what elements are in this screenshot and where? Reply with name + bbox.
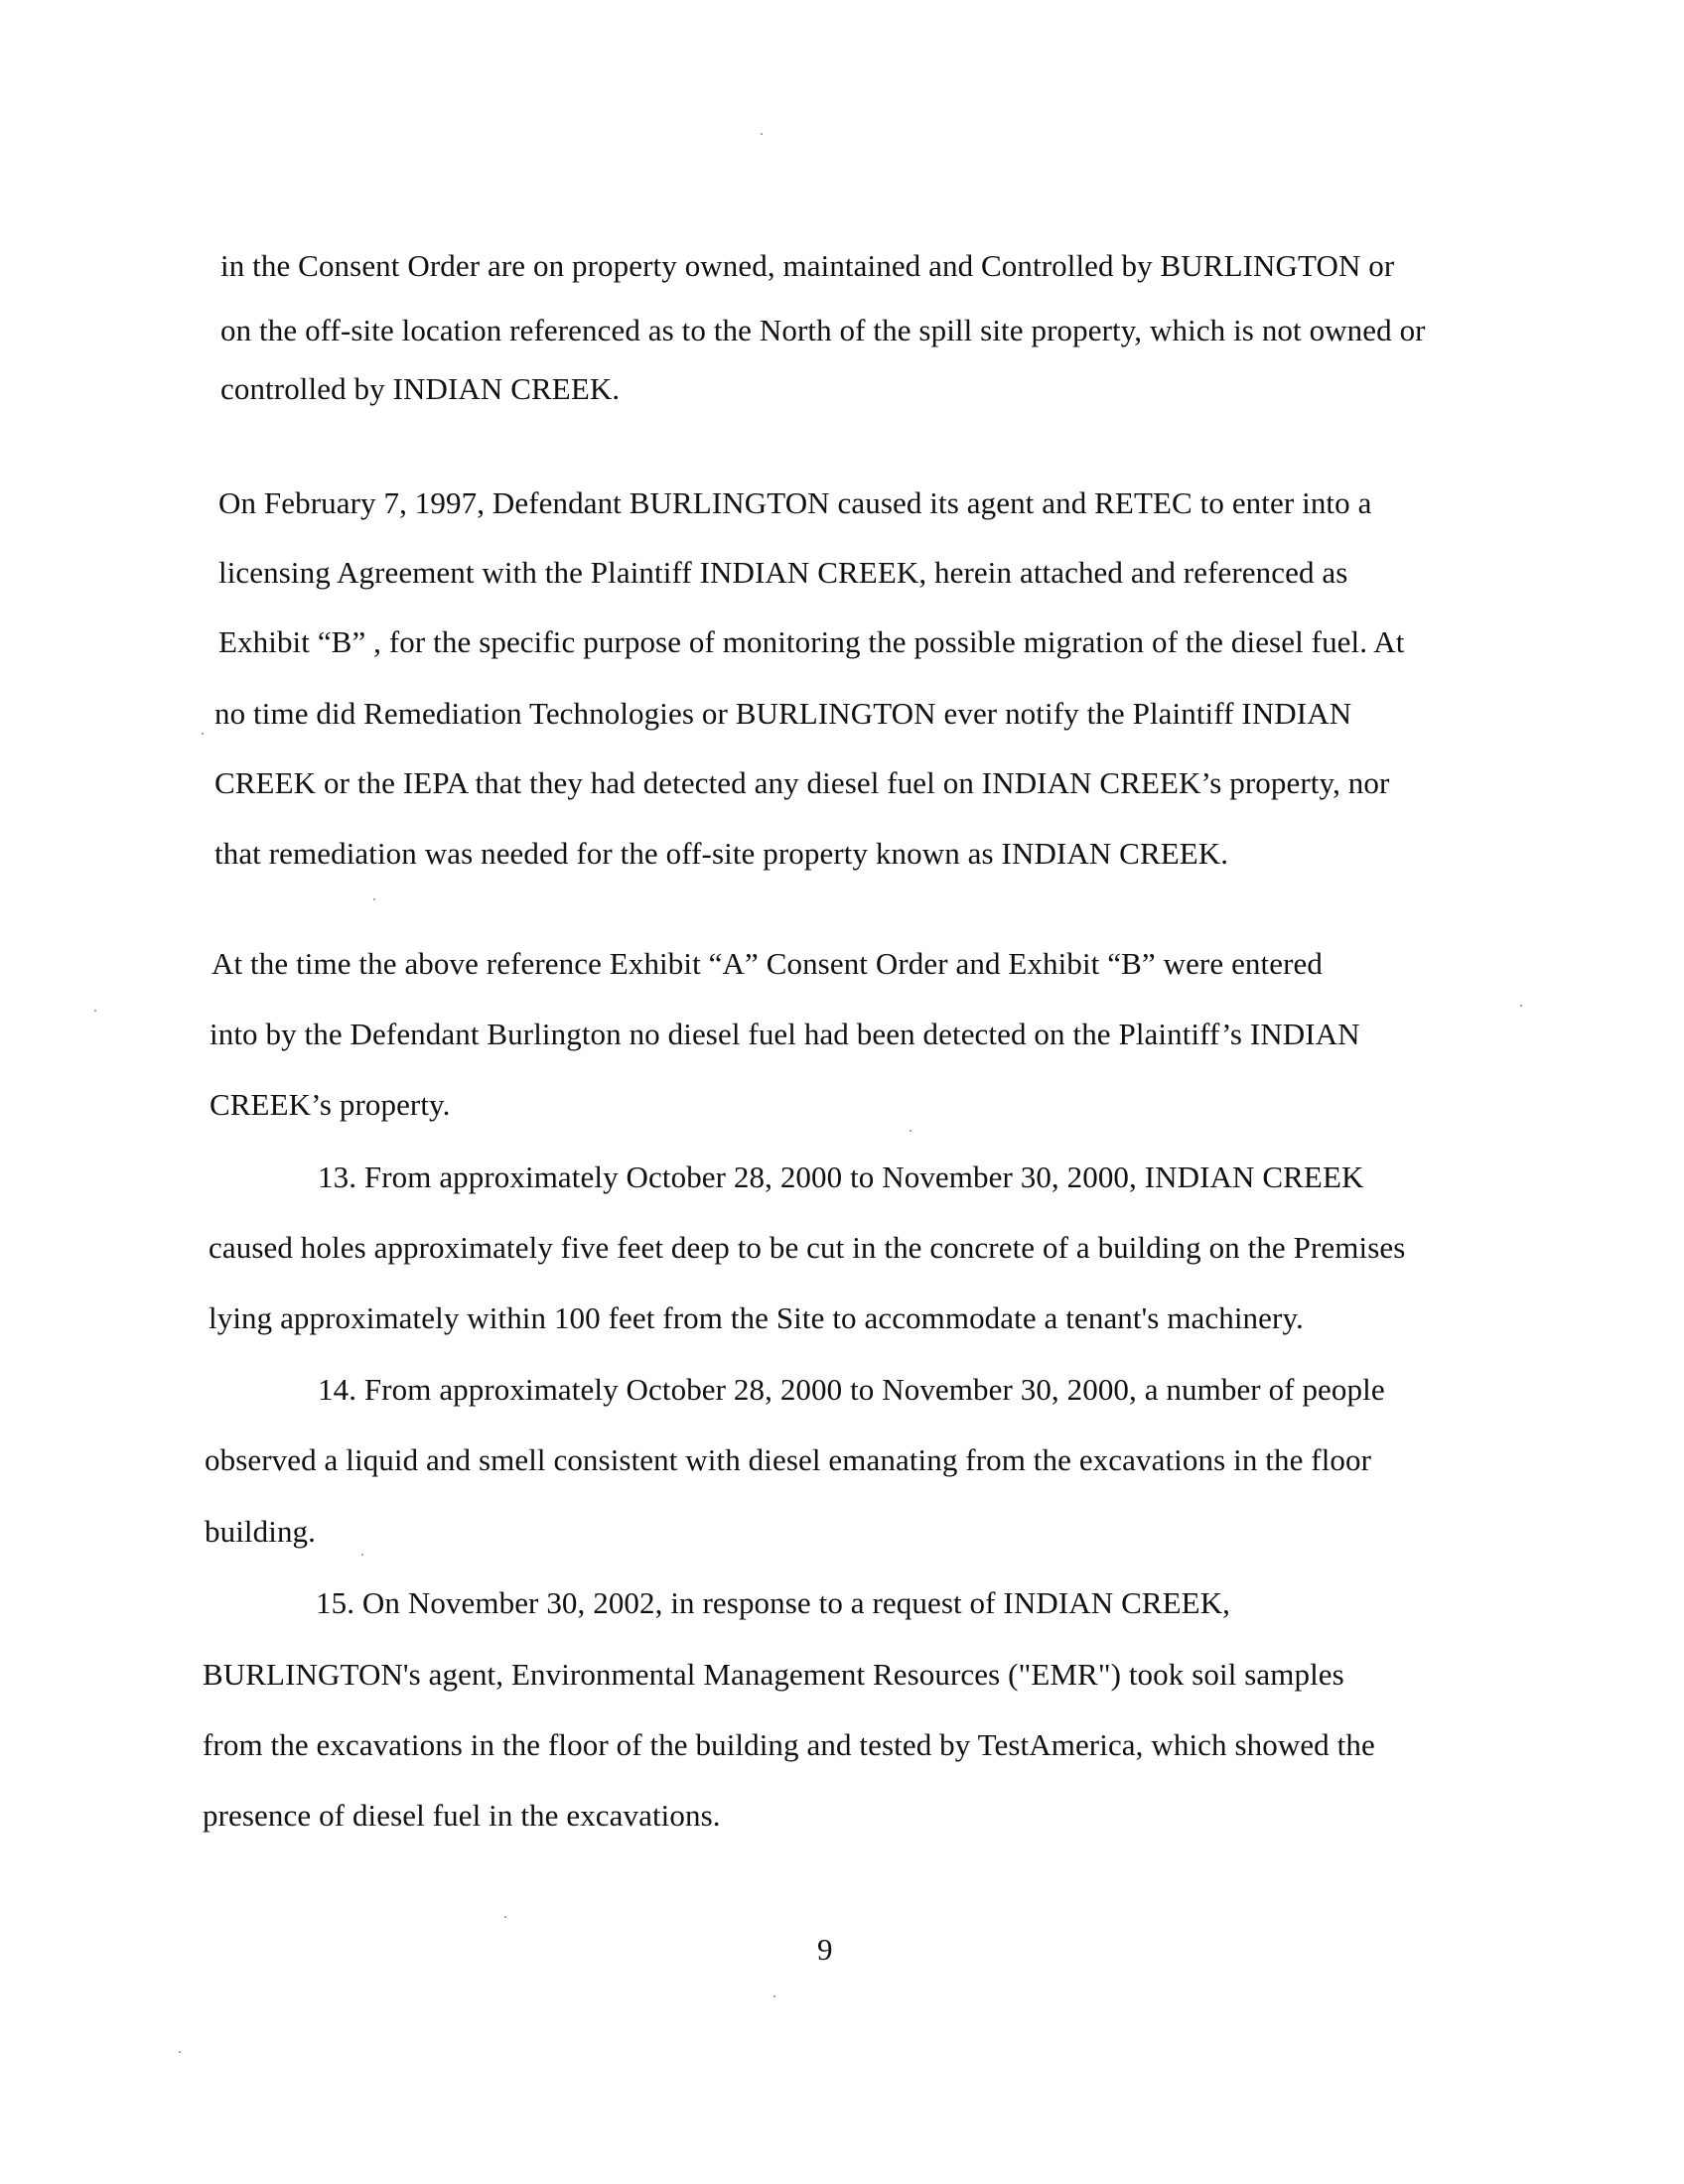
text-line: 14. From approximately October 28, 2000 to November 30, 2000, a number of people [318,1372,1385,1407]
text-line: Exhibit “B” , for the specific purpose of monitoring the possible migration of the diesel fuel. At [218,624,1405,659]
scan-speck [1520,1005,1522,1007]
scan-speck [361,1554,363,1556]
text-line: CREEK or the IEPA that they had detected any diesel fuel on INDIAN CREEK’s property, nor [214,765,1390,800]
text-line: caused holes approximately five feet deep to be cut in the concrete of a building on the Premises [209,1230,1406,1265]
text-line: presence of diesel fuel in the excavations. [203,1798,721,1833]
text-line: no time did Remediation Technologies or BURLINGTON ever notify the Plaintiff INDIAN [214,696,1352,731]
scan-speck [373,898,375,900]
scan-speck [94,1010,96,1012]
text-line: in the Consent Order are on property owned, maintained and Controlled by BURLINGTON or [220,248,1395,283]
text-line: observed a liquid and smell consistent with diesel emanating from the excavations in the floor [205,1442,1372,1477]
text-line: 15. On November 30, 2002, in response to a request of INDIAN CREEK, [316,1585,1231,1620]
scan-speck [761,133,763,135]
scan-speck [910,1130,912,1132]
text-line: lying approximately within 100 feet from the Site to accommodate a tenant's machinery. [209,1300,1304,1335]
text-line: On February 7, 1997, Defendant BURLINGTON caused its agent and RETEC to enter into a [218,485,1372,520]
text-line: building. [205,1514,316,1549]
text-line: controlled by INDIAN CREEK. [220,371,621,406]
scan-speck [504,1916,506,1918]
text-line: CREEK’s property. [210,1087,451,1122]
scan-speck [202,733,204,735]
text-line: licensing Agreement with the Plaintiff INDIAN CREEK, herein attached and referenced as [218,555,1348,590]
text-line: 13. From approximately October 28, 2000 to November 30, 2000, INDIAN CREEK [318,1160,1364,1194]
text-line: At the time the above reference Exhibit “A” Consent Order and Exhibit “B” were entered [211,946,1323,981]
text-line: that remediation was needed for the off-site property known as INDIAN CREEK. [214,836,1229,871]
text-line: on the off-site location referenced as to the North of the spill site property, which is not owned or [220,313,1426,347]
scan-speck [773,1995,775,1997]
text-line: into by the Defendant Burlington no diesel fuel had been detected on the Plaintiff’s INDIAN [210,1017,1360,1051]
text-line: BURLINGTON's agent, Environmental Management Resources ("EMR") took soil samples [203,1657,1344,1692]
text-line: from the excavations in the floor of the building and tested by TestAmerica, which showed the [203,1727,1375,1762]
page-number: 9 [817,1932,833,1967]
scan-speck [179,2051,181,2053]
